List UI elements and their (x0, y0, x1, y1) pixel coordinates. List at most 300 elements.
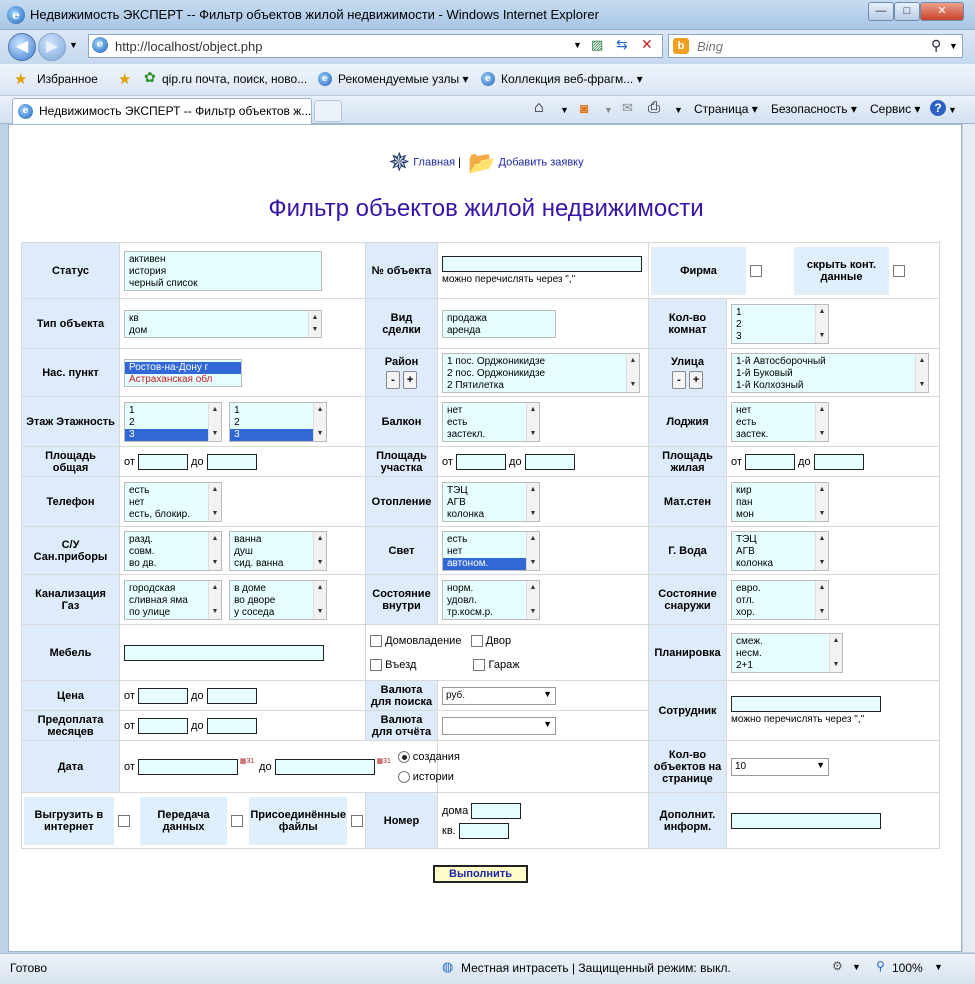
sanitary-listbox[interactable] (229, 531, 327, 571)
obj-type-label: Тип объекта (22, 299, 120, 349)
list-item[interactable]: история (129, 265, 167, 277)
list-item[interactable]: 3 (230, 429, 326, 441)
list-item[interactable]: 1 (129, 404, 135, 416)
to-label: до (259, 760, 272, 773)
scrollbar[interactable] (526, 483, 539, 521)
scrollbar[interactable] (526, 403, 539, 441)
object-no-hint: можно перечислять через "," (442, 274, 576, 285)
home-dropdown-icon[interactable]: ▼ (560, 105, 569, 115)
rooms-label: Кол-во комнат (649, 299, 727, 349)
list-item[interactable]: в доме (234, 582, 266, 594)
to-label: до (191, 455, 204, 468)
list-item[interactable]: АГВ (736, 545, 755, 557)
date-created-label: создания (412, 750, 460, 763)
files-label: Присоединённые файлы (249, 797, 347, 845)
list-item[interactable]: 2 (129, 416, 135, 428)
area-plot-to-input[interactable] (525, 454, 575, 470)
heating-listbox[interactable] (442, 482, 540, 522)
list-item[interactable]: ТЭЦ (736, 533, 757, 545)
employee-label: Сотрудник (649, 681, 727, 741)
protected-dropdown-icon[interactable]: ▼ (852, 962, 861, 972)
scroll-up-icon[interactable]: ▲ (832, 636, 840, 644)
list-item[interactable]: 3 (125, 429, 221, 441)
street-plus-button[interactable]: + (689, 371, 703, 389)
list-item[interactable]: аренда (447, 324, 481, 336)
per-page-value: 10 (735, 760, 747, 772)
area-total-from-input[interactable] (138, 454, 188, 470)
list-item[interactable]: 3 (736, 330, 742, 342)
hot-water-listbox[interactable] (731, 531, 829, 571)
list-item[interactable]: 1-й Автосборочный (736, 355, 826, 367)
currency-search-label: Валюта для поиска (366, 681, 438, 711)
scroll-down-icon[interactable]: ▼ (316, 429, 324, 437)
scroll-up-icon[interactable]: ▲ (316, 405, 324, 413)
page-menu[interactable]: Страница ▾ (694, 102, 758, 116)
list-item[interactable]: Ростов-на-Дону г (125, 362, 241, 374)
scroll-down-icon[interactable]: ▼ (818, 331, 826, 339)
list-item[interactable]: разд. (129, 533, 153, 545)
list-item[interactable]: совм. (129, 545, 155, 557)
ie-page-icon: e (318, 72, 332, 86)
area-total-label: Площадь общая (22, 447, 120, 477)
title-bar (0, 0, 975, 30)
obj-type-listbox[interactable] (124, 310, 322, 338)
help-icon[interactable]: ? (930, 100, 946, 116)
district-plus-button[interactable]: + (403, 371, 417, 389)
light-listbox[interactable] (442, 531, 540, 571)
furniture-label: Мебель (22, 625, 120, 681)
entry-label: Въезд (385, 658, 417, 671)
bath-listbox[interactable] (124, 531, 222, 571)
scroll-up-icon[interactable]: ▲ (316, 583, 324, 591)
scroll-up-icon[interactable]: ▲ (211, 485, 219, 493)
scroll-up-icon[interactable]: ▲ (529, 583, 537, 591)
safety-menu[interactable]: Безопасность ▾ (771, 102, 857, 116)
list-item[interactable]: есть (447, 416, 468, 428)
price-to-input[interactable] (207, 688, 257, 704)
list-item[interactable]: душ (234, 545, 253, 557)
home-icon[interactable]: ⌂ (534, 99, 544, 116)
entry-checkbox[interactable] (370, 659, 382, 671)
list-item[interactable]: колонка (736, 557, 774, 569)
fav-item-gallery[interactable]: Коллекция веб-фрагм... ▾ (501, 72, 643, 86)
scroll-up-icon[interactable]: ▲ (818, 583, 826, 591)
minimize-button[interactable]: — (868, 2, 894, 21)
files-checkbox[interactable] (351, 815, 363, 827)
scroll-up-icon[interactable]: ▲ (818, 534, 826, 542)
folder-add-icon: 📂 (468, 149, 496, 175)
street-listbox[interactable] (731, 353, 929, 393)
top-navigation (9, 147, 962, 178)
address-toolbar (0, 30, 975, 64)
forward-button[interactable]: ▶ (38, 33, 66, 61)
scroll-up-icon[interactable]: ▲ (529, 405, 537, 413)
zoom-level[interactable]: 100% (892, 961, 923, 975)
scroll-up-icon[interactable]: ▲ (311, 313, 319, 321)
list-item[interactable]: нет (736, 404, 752, 416)
address-dropdown-icon[interactable]: ▼ (573, 40, 582, 50)
scrollbar[interactable] (313, 403, 326, 441)
list-item[interactable]: норм. (447, 582, 474, 594)
list-item[interactable]: нет (447, 404, 463, 416)
scrollbar[interactable] (313, 532, 326, 570)
scrollbar[interactable] (815, 483, 828, 521)
loggia-listbox[interactable] (731, 402, 829, 442)
list-item[interactable]: сливная яма (129, 594, 188, 606)
walls-listbox[interactable] (731, 482, 829, 522)
object-no-input[interactable] (442, 256, 642, 272)
window-title: Недвижимость ЭКСПЕРТ -- Фильтр объектов жилой недвижимости - Windows Internet Explorer (30, 7, 599, 22)
page-title: Фильтр объектов жилой недвижимости (268, 195, 704, 222)
list-item[interactable]: хор. (736, 606, 755, 618)
house-no-input[interactable] (471, 803, 521, 819)
scroll-down-icon[interactable]: ▼ (211, 509, 219, 517)
prepay-label: Предоплата месяцев (22, 711, 120, 741)
house-ownership-checkbox[interactable] (370, 635, 382, 647)
close-button[interactable]: ✕ (920, 2, 964, 21)
scrollbar[interactable] (313, 581, 326, 619)
from-label: от (124, 719, 135, 732)
list-item[interactable]: нет (447, 545, 463, 557)
list-item[interactable]: 2 Пятилетка (447, 379, 504, 391)
scroll-down-icon[interactable]: ▼ (211, 558, 219, 566)
district-label: Район (384, 356, 419, 368)
help-dropdown-icon[interactable]: ▼ (948, 105, 957, 115)
ie-page-icon: e (481, 72, 495, 86)
home-link[interactable]: Главная (413, 156, 456, 169)
area-plot-label: Площадь участка (366, 447, 438, 477)
scroll-down-icon[interactable]: ▼ (529, 429, 537, 437)
scroll-up-icon[interactable]: ▲ (918, 356, 926, 364)
scroll-down-icon[interactable]: ▼ (316, 558, 324, 566)
list-item[interactable]: есть (736, 416, 757, 428)
scroll-down-icon[interactable]: ▼ (211, 607, 219, 615)
scroll-up-icon[interactable]: ▲ (211, 405, 219, 413)
list-item[interactable]: дом (129, 324, 148, 336)
number-label: Номер (366, 793, 438, 849)
list-item[interactable]: смеж. (736, 635, 763, 647)
status-bar (0, 953, 975, 984)
print-dropdown-icon[interactable]: ▼ (674, 105, 683, 115)
list-item[interactable]: тр.косм.р. (447, 606, 493, 618)
scroll-down-icon[interactable]: ▼ (311, 325, 319, 333)
scrollbar[interactable] (815, 403, 828, 441)
list-item[interactable]: во дворе (234, 594, 276, 606)
add-request-link[interactable]: Добавить заявку (498, 156, 584, 169)
sewer-listbox[interactable] (124, 580, 222, 620)
address-url: http://localhost/object.php (115, 39, 263, 54)
fav-item-qip[interactable]: qip.ru почта, поиск, ново... (162, 72, 308, 86)
scrollbar[interactable] (208, 483, 221, 521)
rss-dropdown-icon[interactable]: ▼ (604, 105, 613, 115)
scroll-down-icon[interactable]: ▼ (529, 509, 537, 517)
address-field[interactable] (88, 34, 663, 58)
page-scrollbar[interactable] (962, 124, 975, 952)
list-item[interactable]: есть (447, 533, 468, 545)
transfer-label: Передача данных (140, 797, 228, 845)
scroll-up-icon[interactable]: ▲ (211, 534, 219, 542)
scroll-down-icon[interactable]: ▼ (818, 509, 826, 517)
favorites-button[interactable]: Избранное (37, 72, 98, 86)
list-item[interactable]: застек. (736, 428, 769, 440)
scroll-up-icon[interactable]: ▲ (818, 307, 826, 315)
scroll-down-icon[interactable]: ▼ (529, 558, 537, 566)
price-label: Цена (22, 681, 120, 711)
light-label: Свет (366, 527, 438, 575)
balcony-listbox[interactable] (442, 402, 540, 442)
ie-logo-icon: e (7, 6, 25, 24)
yard-checkbox[interactable] (471, 635, 483, 647)
scroll-up-icon[interactable]: ▲ (629, 356, 637, 364)
transfer-checkbox[interactable] (231, 815, 243, 827)
area-plot-from-input[interactable] (456, 454, 506, 470)
garage-label: Гараж (488, 658, 520, 671)
scroll-down-icon[interactable]: ▼ (211, 429, 219, 437)
scrollbar[interactable] (308, 311, 321, 337)
list-item[interactable]: АГВ (447, 496, 466, 508)
zoom-dropdown-icon[interactable]: ▼ (934, 962, 943, 972)
list-item[interactable]: активен (129, 253, 166, 265)
prepay-from-input[interactable] (138, 718, 188, 734)
house-no-label: дома (442, 804, 469, 817)
list-item[interactable]: 2 (234, 416, 240, 428)
scroll-down-icon[interactable]: ▼ (818, 429, 826, 437)
status-listbox[interactable] (124, 251, 322, 291)
calendar-icon[interactable]: ▦31 (376, 758, 391, 765)
scrollbar[interactable] (815, 581, 828, 619)
print-icon[interactable]: ⎙ (648, 99, 661, 116)
scrollbar[interactable] (829, 634, 842, 672)
page-icon: e (92, 37, 108, 53)
date-history-radio[interactable] (398, 771, 410, 783)
list-item[interactable]: есть, блокир. (129, 508, 190, 520)
per-page-label: Кол-во объектов на странице (649, 741, 727, 793)
rss-icon[interactable]: ◙ (580, 100, 589, 116)
list-item[interactable]: ТЭЦ (447, 484, 468, 496)
date-from-input[interactable] (138, 759, 238, 775)
currency-search-select[interactable] (442, 687, 556, 705)
search-icon[interactable]: ⚲ (931, 37, 942, 53)
flat-no-input[interactable] (459, 823, 509, 839)
list-item[interactable]: ванна (234, 533, 262, 545)
chevron-down-icon: ▼ (816, 759, 825, 770)
to-label: до (191, 689, 204, 702)
from-label: от (731, 455, 742, 468)
scroll-up-icon[interactable]: ▲ (818, 485, 826, 493)
protected-mode-icon[interactable]: ⚙ (832, 959, 843, 973)
street-minus-button[interactable]: - (672, 371, 686, 389)
from-label: от (124, 760, 135, 773)
hide-contacts-checkbox[interactable] (893, 265, 905, 277)
qip-icon: ✿ (144, 69, 156, 85)
scroll-down-icon[interactable]: ▼ (818, 558, 826, 566)
city-listbox[interactable] (124, 359, 242, 387)
scroll-up-icon[interactable]: ▲ (529, 534, 537, 542)
per-page-select[interactable] (731, 758, 829, 776)
status-label: Статус (22, 243, 120, 299)
filter-form (21, 242, 940, 849)
status-ready: Готово (10, 961, 48, 975)
scrollbar[interactable] (208, 403, 221, 441)
list-item[interactable]: нет (129, 496, 145, 508)
list-item[interactable]: черный список (129, 277, 198, 289)
from-label: от (442, 455, 453, 468)
date-to-input[interactable] (275, 759, 375, 775)
tools-menu[interactable]: Сервис ▾ (870, 102, 921, 116)
list-item[interactable]: мон (736, 508, 754, 520)
floor-listbox[interactable] (124, 402, 222, 442)
list-item[interactable]: 1-й Буковый (736, 367, 793, 379)
date-created-radio[interactable] (398, 751, 410, 763)
garage-checkbox[interactable] (473, 659, 485, 671)
scroll-up-icon[interactable]: ▲ (211, 583, 219, 591)
deal-type-label: Вид сделки (366, 299, 438, 349)
price-from-input[interactable] (138, 688, 188, 704)
export-checkbox[interactable] (118, 815, 130, 827)
stop-icon[interactable]: ✕ (641, 36, 653, 52)
currency-report-label: Валюта для отчёта (366, 711, 438, 741)
district-minus-button[interactable]: - (386, 371, 400, 389)
chevron-down-icon: ▼ (543, 718, 552, 729)
extra-info-label: Дополнит. информ. (649, 793, 727, 849)
scroll-down-icon[interactable]: ▼ (832, 660, 840, 668)
list-item[interactable]: 2+1 (736, 659, 753, 671)
list-item[interactable]: 2 (736, 318, 742, 330)
search-options-icon[interactable]: ▼ (949, 41, 958, 51)
district-listbox[interactable] (442, 353, 640, 393)
list-item[interactable]: продажа (447, 312, 487, 324)
list-item[interactable]: городская (129, 582, 176, 594)
list-item[interactable]: кв (129, 312, 139, 324)
maximize-button[interactable]: □ (894, 2, 920, 21)
scroll-down-icon[interactable]: ▼ (818, 607, 826, 615)
list-item[interactable]: колонка (447, 508, 485, 520)
scroll-up-icon[interactable]: ▲ (316, 534, 324, 542)
scrollbar[interactable] (815, 305, 828, 343)
extra-info-input[interactable] (731, 813, 881, 829)
list-item[interactable]: отл. (736, 594, 755, 606)
heating-label: Отопление (366, 477, 438, 527)
floor-label: Этаж Этажность (22, 397, 120, 447)
gas-listbox[interactable] (229, 580, 327, 620)
flat-no-label: кв. (442, 824, 456, 837)
list-item[interactable]: сид. ванна (234, 557, 284, 569)
submit-button[interactable]: Выполнить (433, 865, 528, 883)
scroll-up-icon[interactable]: ▲ (529, 485, 537, 493)
tab-title: Недвижимость ЭКСПЕРТ -- Фильтр объектов ж... (39, 104, 312, 118)
list-item[interactable]: у соседа (234, 606, 275, 618)
scrollbar[interactable] (208, 581, 221, 619)
scrollbar[interactable] (208, 532, 221, 570)
list-item[interactable]: пан (736, 496, 753, 508)
refresh-icon[interactable]: ⇆ (616, 36, 628, 52)
calendar-icon[interactable]: ▦31 (239, 758, 255, 765)
deal-type-listbox[interactable] (442, 310, 556, 338)
hot-water-label: Г. Вода (649, 527, 727, 575)
search-box[interactable] (668, 34, 963, 58)
scroll-down-icon[interactable]: ▼ (918, 380, 926, 388)
compat-view-icon[interactable]: ▨ (591, 37, 604, 52)
list-item[interactable]: 1 пос. Орджоникидзе (447, 355, 546, 367)
list-item[interactable]: удовл. (447, 594, 477, 606)
state-in-listbox[interactable] (442, 580, 540, 620)
area-living-label: Площадь жилая (649, 447, 727, 477)
mail-icon[interactable]: ✉ (622, 100, 633, 115)
zoom-icon[interactable]: ⚲ (876, 959, 885, 973)
firm-checkbox[interactable] (750, 265, 762, 277)
scrollbar[interactable] (815, 532, 828, 570)
scrollbar[interactable] (526, 532, 539, 570)
phone-listbox[interactable] (124, 482, 222, 522)
loggia-label: Лоджия (649, 397, 727, 447)
list-item[interactable]: Астраханская обл (129, 373, 213, 385)
list-item[interactable]: евро. (736, 582, 761, 594)
list-item[interactable]: есть (129, 484, 150, 496)
object-no-label: № объекта (366, 243, 438, 299)
list-item[interactable]: застекл. (447, 428, 486, 440)
yard-label: Двор (485, 634, 512, 647)
list-item[interactable]: кир (736, 484, 752, 496)
to-label: до (191, 719, 204, 732)
list-item[interactable]: 1-й Колхозный (736, 379, 804, 391)
state-out-listbox[interactable] (731, 580, 829, 620)
employee-input[interactable] (731, 696, 881, 712)
scroll-down-icon[interactable]: ▼ (529, 607, 537, 615)
history-dropdown-icon[interactable]: ▼ (69, 40, 78, 50)
list-item[interactable]: автоном. (443, 558, 539, 570)
rooms-listbox[interactable] (731, 304, 829, 344)
scrollbar[interactable] (626, 354, 639, 392)
balcony-label: Балкон (366, 397, 438, 447)
scroll-down-icon[interactable]: ▼ (629, 380, 637, 388)
back-button[interactable]: ◀ (8, 33, 36, 61)
list-item[interactable]: 1 (736, 306, 742, 318)
list-item[interactable]: по улице (129, 606, 171, 618)
from-label: от (124, 689, 135, 702)
search-placeholder: Bing (697, 39, 724, 54)
favorites-bar (0, 64, 975, 96)
layout-label: Планировка (649, 625, 727, 681)
scroll-down-icon[interactable]: ▼ (316, 607, 324, 615)
scrollbar[interactable] (526, 581, 539, 619)
list-item[interactable]: 1 (234, 404, 240, 416)
new-tab-button[interactable] (314, 100, 342, 122)
list-item[interactable]: во дв. (129, 557, 157, 569)
fav-item-suggested[interactable]: Рекомендуемые узлы ▾ (338, 72, 469, 86)
favorites-star-icon: ★ (14, 71, 28, 88)
walls-label: Мат.стен (649, 477, 727, 527)
scroll-up-icon[interactable]: ▲ (818, 405, 826, 413)
bing-icon: b (673, 38, 689, 54)
floors-total-listbox[interactable] (229, 402, 327, 442)
area-living-from-input[interactable] (745, 454, 795, 470)
layout-listbox[interactable] (731, 633, 843, 673)
status-zone: Местная интрасеть | Защищенный режим: выкл. (461, 961, 731, 975)
area-living-to-input[interactable] (814, 454, 864, 470)
scrollbar[interactable] (915, 354, 928, 392)
area-total-to-input[interactable] (207, 454, 257, 470)
currency-report-select[interactable] (442, 717, 556, 735)
ie-page-icon: e (18, 104, 33, 119)
list-item[interactable]: 2 пос. Орджоникидзе (447, 367, 546, 379)
prepay-to-input[interactable] (207, 718, 257, 734)
tab-current[interactable] (12, 98, 312, 124)
phone-label: Телефон (22, 477, 120, 527)
add-favorite-icon[interactable]: ★ (118, 71, 132, 88)
street-label: Улица (671, 356, 704, 368)
furniture-input[interactable] (124, 645, 324, 661)
list-item[interactable]: несм. (736, 647, 762, 659)
